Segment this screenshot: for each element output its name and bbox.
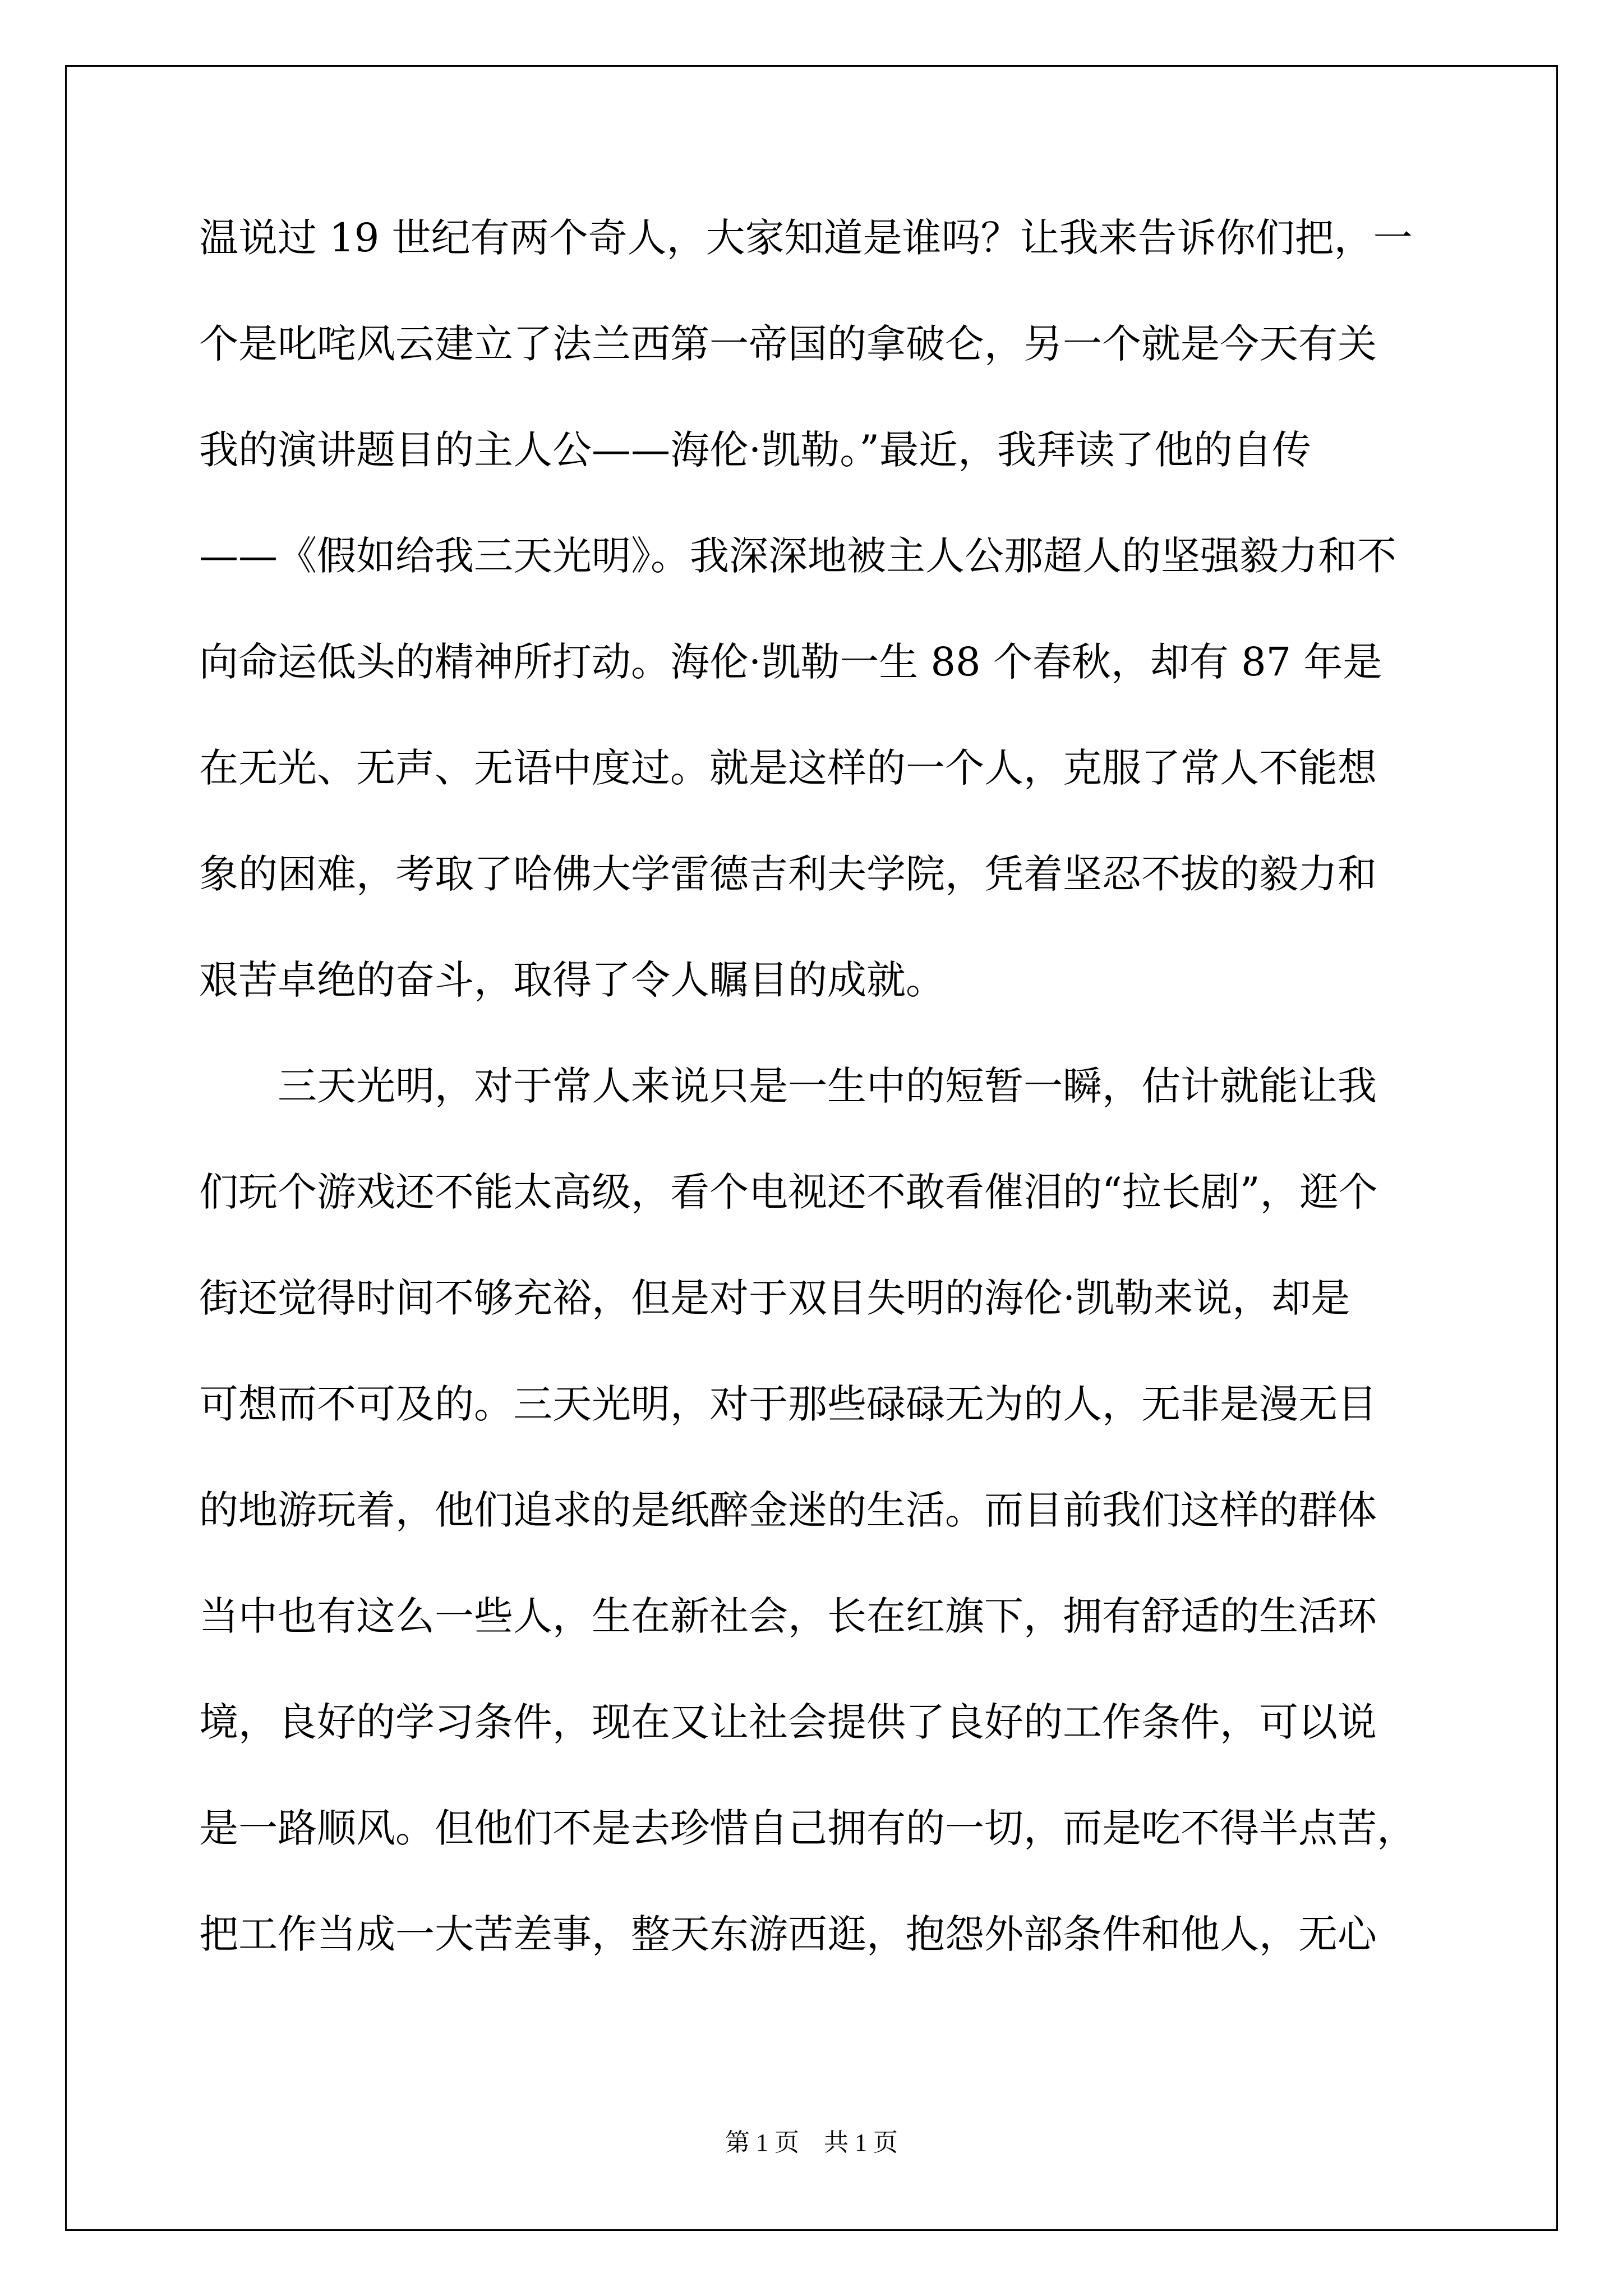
text-line: 们玩个游戏还不能太高级，看个电视还不敢看催泪的“拉长剧”，逛个 — [199, 1169, 1378, 1215]
document-body — [199, 185, 1455, 1987]
text-line: 我的演讲题目的主人公——海伦·凯勒。”最近，我拜读了他的自传 — [199, 427, 1312, 473]
text-line: 是一路顺风。但他们不是去珍惜自己拥有的一切，而是吃不得半点苦， — [199, 1805, 1416, 1851]
text-line: 温说过 19 世纪有两个奇人，大家知道是谁吗？让我来告诉你们把，一 — [199, 215, 1413, 261]
text-line: 街还觉得时间不够充裕，但是对于双目失明的海伦·凯勒来说，却是 — [199, 1275, 1350, 1321]
paragraph-first-line: 三天光明，对于常人来说只是一生中的短暂一瞬，估计就能让我 — [278, 1063, 1377, 1109]
text-line: 把工作当成一大苦差事，整天东游西逛，抱怨外部条件和他人，无心 — [199, 1911, 1377, 1957]
text-line: 在无光、无声、无语中度过。就是这样的一个人，克服了常人不能想 — [199, 745, 1377, 791]
text-line: 个是叱咤风云建立了法兰西第一帝国的拿破仑，另一个就是今天有关 — [199, 321, 1377, 367]
text-line: 的地游玩着，他们追求的是纸醉金迷的生活。而目前我们这样的群体 — [199, 1487, 1377, 1533]
text-line: ——《假如给我三天光明》。我深深地被主人公那超人的坚强毅力和不 — [199, 533, 1396, 579]
text-line: 艰苦卓绝的奋斗，取得了令人瞩目的成就。 — [199, 957, 945, 1003]
text-line: 当中也有这么一些人，生在新社会，长在红旗下，拥有舒适的生活环 — [199, 1593, 1377, 1639]
page-number-footer: 第 1 页 共 1 页 — [725, 2129, 898, 2156]
text-line: 可想而不可及的。三天光明，对于那些碌碌无为的人，无非是漫无目 — [199, 1381, 1377, 1427]
text-line: 象的困难，考取了哈佛大学雷德吉利夫学院，凭着坚忍不拔的毅力和 — [199, 851, 1377, 897]
text-line: 向命运低头的精神所打动。海伦·凯勒一生 88 个春秋，却有 87 年是 — [199, 639, 1382, 685]
text-line: 境，良好的学习条件，现在又让社会提供了良好的工作条件，可以说 — [199, 1699, 1377, 1745]
